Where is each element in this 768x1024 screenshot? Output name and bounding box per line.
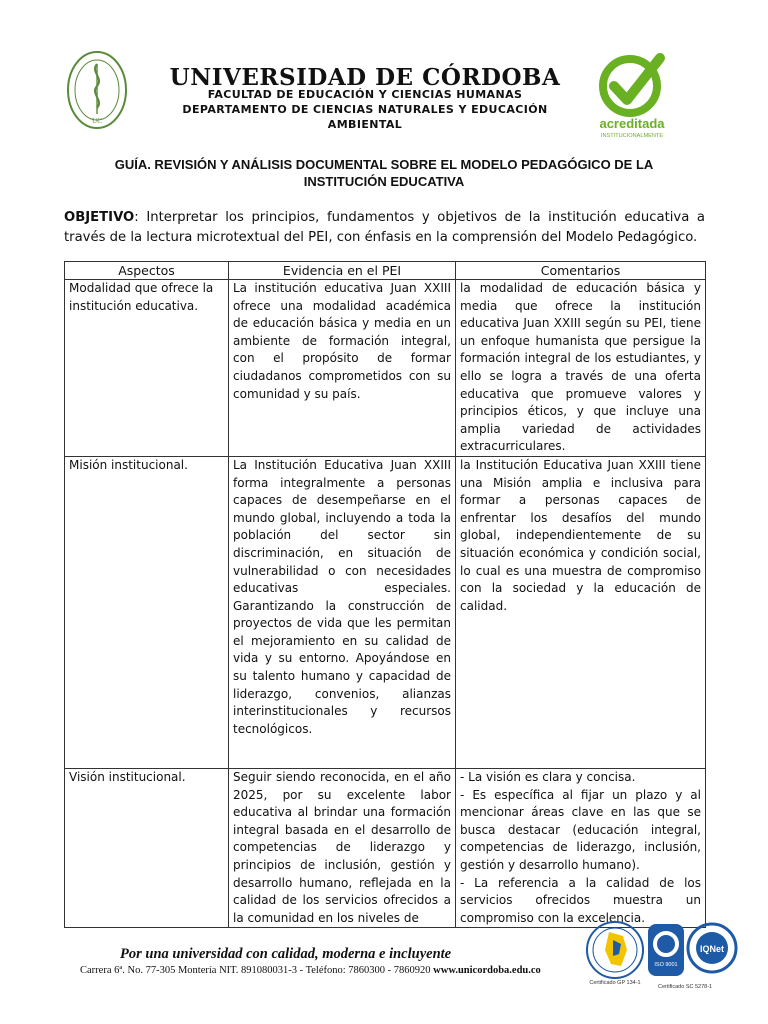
department-name-line1: DEPARTAMENTO DE CIENCIAS NATURALES Y EDUCACIÓN (182, 103, 548, 116)
comment-cell: la Institución Educativa Juan XXIII tiene una Misión amplia e inclusiva para formar a personas capaces de enfrentar los desafíos del mundo global, independientemente de su situación económica y condición social, lo cual es una muestra de compromiso con la sociedad y la educación de calidad. (456, 456, 706, 768)
table-row (65, 768, 706, 927)
website-link[interactable]: www.unicordoba.edu.co (433, 965, 541, 976)
iqnet-logo (686, 922, 738, 986)
header-evidencia: Evidencia en el PEI (229, 262, 456, 280)
icontec-iso-logo (647, 920, 685, 986)
aspect-cell: Misión institucional. (65, 456, 229, 768)
footer-address (80, 965, 541, 976)
address-text: Carrera 6ª. No. 77-305 Montería NIT. 891080031-3 - Teléfono: 7860300 - 7860920 (80, 965, 434, 976)
iqnet-label: IQNet (699, 944, 725, 954)
department-name-line2: AMBIENTAL (327, 118, 403, 131)
accredited-sub: INSTITUCIONALMENTE (600, 133, 664, 139)
analysis-table (64, 261, 706, 928)
header-aspectos: Aspectos (65, 262, 229, 280)
university-name: UNIVERSIDAD DE CÓRDOBA (169, 64, 561, 91)
accredited-label: acreditada (599, 116, 665, 131)
table-row (65, 456, 706, 768)
table-row (65, 280, 706, 457)
guide-title-line2: INSTITUCIÓN EDUCATIVA (303, 174, 465, 189)
objective-text: : Interpretar los principios, fundamentos y objetivos de la institución educativa a través de la lectura microtextual del PEI, con énfasis en la comprensión del Modelo Pedagógico. (64, 210, 705, 245)
aspect-cell: Visión institucional. (65, 768, 229, 927)
accreditation-logo (590, 52, 676, 140)
colombia-certification-logo (583, 920, 647, 986)
evidence-cell: Seguir siendo reconocida, en el año 2025, por su excelente labor educativa al brindar una formación integral basada en el desarrollo de competencias de liderazgo y principios de inclusión, gestión y desarrollo humano, reflejada en la calidad de los servicios ofrecidos a la comunidad en los niveles de (229, 768, 456, 927)
aspect-cell: Modalidad que ofrece la institución educativa. (65, 280, 229, 457)
table-header-row (65, 262, 706, 280)
university-seal-logo (66, 50, 128, 134)
guide-title-line1: GUÍA. REVISIÓN Y ANÁLISIS DOCUMENTAL SOBRE EL MODELO PEDAGÓGICO DE LA (114, 157, 654, 172)
faculty-name: FACULTAD DE EDUCACIÓN Y CIENCIAS HUMANAS (207, 88, 523, 101)
objective-paragraph (64, 208, 705, 248)
evidence-cell: La institución educativa Juan XXIII ofrece una modalidad académica de educación básica y media en un ambiente de formación integral, con el propósito de formar ciudadanos comprometidos con su comunidad y su país. (229, 280, 456, 457)
evidence-cell: La Institución Educativa Juan XXIII forma integralmente a personas capaces de desempeñarse en el mundo global, incluyendo a toda la población del sector sin discriminación, en situación de vulnerabilidad o con necesidades educativas especiales. Garantizando la construcción de proyectos de vida que les permitan el mejoramiento en su calidad de vida y su entorno. Apoyándose en su talento humano y capacidad de liderazgo, convenios, alianzas interinstitucionales y recursos tecnológicos. (229, 456, 456, 768)
cert-sc-caption: Certificado SC 5278-1 (658, 984, 713, 990)
cert-gp-caption: Certificado GP 134-1 (589, 980, 641, 986)
header-comentarios: Comentarios (456, 262, 706, 280)
comment-cell: - La visión es clara y concisa. - Es específica al fijar un plazo y al mencionar áreas clave en las que se busca destacar (educación integral, competencias de liderazgo, inclusión, gestión y desarrollo humano). - La referencia a la calidad de los servicios ofrecidos muestra un compromiso con la excelencia. (456, 768, 706, 927)
objective-label: OBJETIVO (64, 210, 135, 225)
iso-label: ISO 9001 (654, 962, 678, 968)
comment-cell: la modalidad de educación básica y media que ofrece la institución educativa Juan XXIII según su PEI, tiene un enfoque humanista que persigue la formación integral de los estudiantes, y ello se logra a través de una oferta educativa que promueve valores y principios éticos, y que incluye una amplia variedad de actividades extracurriculares. (456, 280, 706, 457)
footer-slogan: Por una universidad con calidad, moderna e incluyente (120, 946, 452, 962)
seal-initials: UC (92, 117, 102, 125)
